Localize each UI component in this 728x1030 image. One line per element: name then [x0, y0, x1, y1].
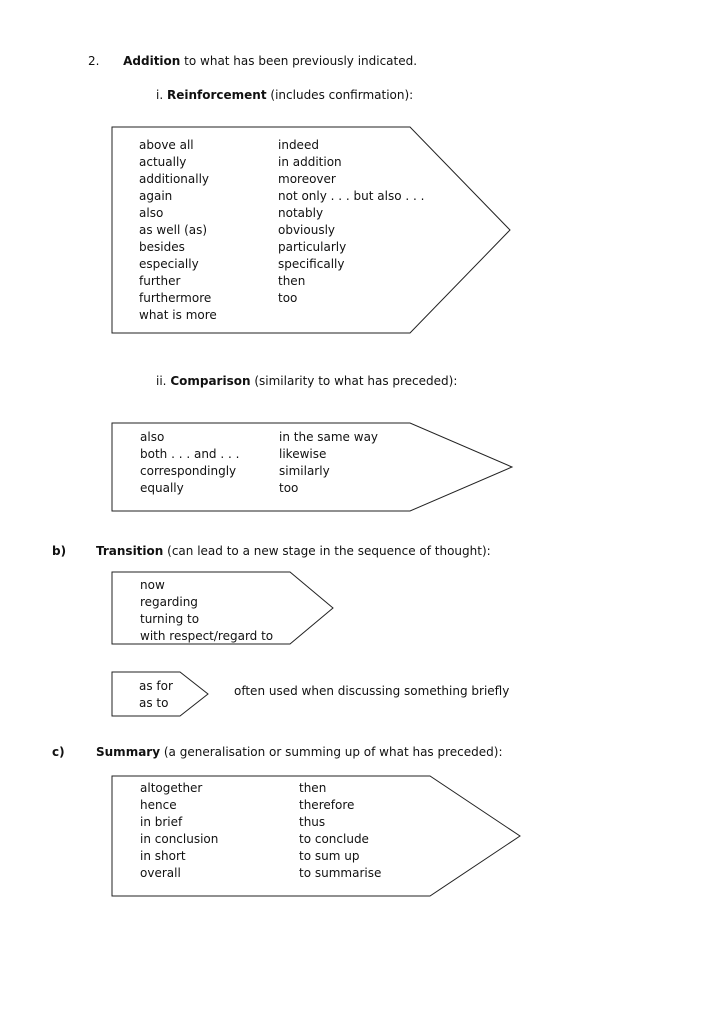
- list-item: also: [139, 206, 164, 220]
- section-2-heading: [88, 54, 417, 68]
- subsection-description: (includes confirmation):: [270, 88, 414, 102]
- reinforcement-column-1: [139, 137, 217, 324]
- summary-column-1: [140, 780, 218, 882]
- list-item: also: [140, 430, 165, 444]
- reinforcement-heading: [156, 88, 413, 102]
- list-item: as well (as): [139, 223, 208, 237]
- list-item: as for: [139, 679, 173, 693]
- list-item: to sum up: [299, 849, 360, 863]
- section-number: 2.: [88, 54, 100, 68]
- list-item: now: [140, 578, 165, 592]
- list-item: actually: [139, 155, 187, 169]
- comparison-column-2: [279, 429, 378, 497]
- comparison-column-1: [140, 429, 239, 497]
- list-item: equally: [140, 481, 184, 495]
- section-description: to what has been previously indicated.: [184, 54, 418, 68]
- subsection-title: Reinforcement: [166, 88, 267, 102]
- summary-column-2: [299, 780, 381, 882]
- list-item: in short: [140, 849, 186, 863]
- list-item: similarly: [279, 464, 330, 478]
- list-item: again: [139, 189, 173, 203]
- list-item: indeed: [278, 138, 319, 152]
- list-item: obviously: [278, 223, 336, 237]
- transition-heading: [96, 544, 491, 558]
- list-item: likewise: [279, 447, 327, 461]
- section-description: (can lead to a new stage in the sequence of thought):: [167, 544, 491, 558]
- list-item: regarding: [140, 595, 198, 609]
- comparison-heading: [156, 374, 457, 388]
- list-item: too: [278, 291, 298, 305]
- subsection-title: Comparison: [170, 374, 251, 388]
- list-item: additionally: [139, 172, 210, 186]
- list-item: then: [278, 274, 306, 288]
- list-item: especially: [139, 257, 199, 271]
- list-item: notably: [278, 206, 324, 220]
- section-title: Summary: [96, 745, 161, 759]
- subsection-description: (similarity to what has preceded):: [254, 374, 458, 388]
- transition-letter: b): [52, 544, 67, 558]
- list-item: turning to: [140, 612, 200, 626]
- section-title: Transition: [96, 544, 164, 558]
- subsection-number: ii.: [156, 374, 167, 388]
- subsection-number: i.: [156, 88, 164, 102]
- list-item: in conclusion: [140, 832, 219, 846]
- summary-heading: [96, 745, 502, 759]
- list-item: to conclude: [299, 832, 369, 846]
- section-title: Addition: [123, 54, 181, 68]
- list-item: above all: [139, 138, 194, 152]
- list-item: then: [299, 781, 327, 795]
- list-item: altogether: [140, 781, 203, 795]
- list-item: in the same way: [279, 430, 379, 444]
- list-item: in addition: [278, 155, 342, 169]
- list-item: both . . . and . . .: [140, 447, 240, 461]
- list-item: besides: [139, 240, 185, 254]
- list-item: further: [139, 274, 181, 288]
- list-item: as to: [139, 696, 169, 710]
- list-item: moreover: [278, 172, 336, 186]
- transition-small-list: [139, 678, 173, 712]
- list-item: thus: [299, 815, 326, 829]
- list-item: particularly: [278, 240, 347, 254]
- list-item: correspondingly: [140, 464, 237, 478]
- transition-list: [140, 577, 273, 645]
- list-item: hence: [140, 798, 177, 812]
- list-item: what is more: [139, 308, 217, 322]
- transition-note: often used when discussing something briefly: [234, 684, 510, 698]
- section-description: (a generalisation or summing up of what has preceded):: [163, 745, 503, 759]
- list-item: therefore: [299, 798, 355, 812]
- list-item: to summarise: [299, 866, 382, 880]
- list-item: in brief: [140, 815, 183, 829]
- list-item: too: [279, 481, 299, 495]
- summary-letter: c): [52, 745, 65, 759]
- list-item: overall: [140, 866, 181, 880]
- list-item: specifically: [278, 257, 345, 271]
- list-item: furthermore: [139, 291, 212, 305]
- list-item: with respect/regard to: [140, 629, 274, 643]
- list-item: not only . . . but also . . .: [278, 189, 425, 203]
- reinforcement-column-2: [278, 137, 424, 307]
